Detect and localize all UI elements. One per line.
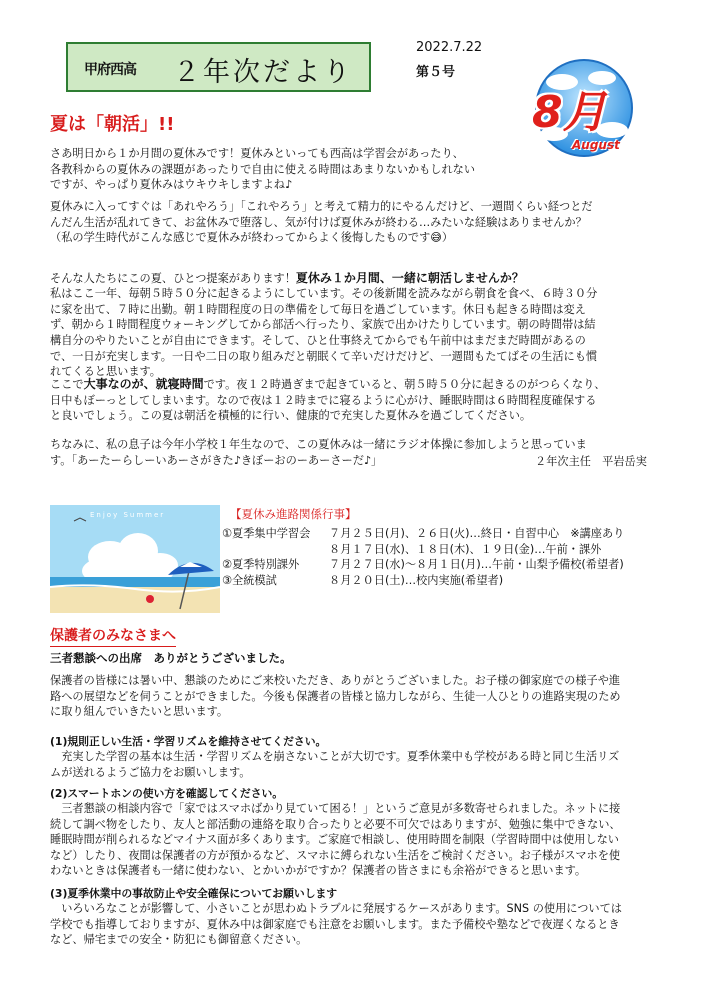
- section-2-heading: (2)スマートホンの使い方を確認してください。: [50, 787, 284, 800]
- beach-scene: [50, 505, 220, 613]
- issue-number: 第５号: [416, 65, 456, 80]
- intro-paragraph-3: [50, 255, 660, 395]
- parents-paragraph: 保護者の皆様には暑い中、懇談のためにご来校いただき、ありがとうございました。お子様の御家庭での様子や進 路への展望などを伺うことができました。今後も保護者の皆様と協力しながら、生徒一人ひとりの進路実現のため に取り組んでいきたいと思います。: [50, 674, 621, 719]
- sleep-highlight: 大事なのが、就寝時間: [83, 377, 204, 391]
- proposal-highlight: 夏休み１か月間、一緒に朝活しませんか？: [295, 270, 524, 285]
- parents-subheading: 三者懇談への出席 ありがとうございました。: [50, 651, 292, 665]
- event-1-line2: ８月１７日(水)、１８日(木)、１９日(金)…午前・課外: [329, 543, 602, 556]
- title-box: [66, 42, 371, 92]
- badge-sub: August: [572, 138, 620, 152]
- section-3-body: いろいろなことが影響して、小さいことが思わぬトラブルに発展するケースがあります。SNS の使用については 学校でも指導しておりますが、夏休み中は御家庭でも注意をお願いします。また予備校や塾などで夜遅くなるとき など、帰宅までの安全・防犯にも御留意ください。: [50, 902, 622, 947]
- beach-caption: Enjoy Summer: [90, 511, 166, 519]
- event-1-line1: ７月２５日(月)、２６日(火)…終日・自習中心 ※講座あり: [329, 527, 625, 540]
- proposal-body: 私はここ一年、毎朝５時５０分に起きるようにしています。その後新聞を読みながら朝食を食べ、６時３０分 に家を出て、７時に出勤。朝１時間程度の日の準備をして毎日を過ごしています。休日も起きる時間は変え ず、朝から１時間程度ウォーキングしてから部活へ行ったり、家族で出かけたりしています。朝の時間帯は結 構自分のやりたいことが自由にできます。そして、ひと仕事終えてからでも午前中はまだまだ時間があるの で、一日が充実します。一日や二日の取り組みだと朝眠くて辛いだけだけど、一週間もたてばその生活にも慣 れてくると思います。: [50, 287, 598, 379]
- issue-date: 2022.7.22: [416, 40, 483, 55]
- section-1-heading: (1)規則正しい生活・学習リズムを維持させてください。: [50, 735, 327, 748]
- intro-paragraph-4: [50, 377, 660, 424]
- badge-month: 8月: [532, 87, 607, 138]
- event-3-name: ③全統模試: [222, 574, 277, 587]
- event-3-line1: ８月２０日(土)…校内実施(希望者): [329, 574, 504, 587]
- proposal-lead: そんな人たちにこの夏、ひとつ提案があります！: [50, 271, 296, 285]
- sleep-lead: ここで: [50, 378, 84, 391]
- signature: ２年次主任 平岩岳実: [535, 455, 647, 468]
- events-title: 【夏休み進路関係行事】: [230, 507, 357, 521]
- section-3-heading: (3)夏季休業中の事故防止や安全確保についてお願いします: [50, 887, 338, 900]
- august-badge: [524, 58, 642, 158]
- intro-paragraph-1: さあ明日から１か月間の夏休みです！夏休みといっても西高は学習会があったり、 各教科からの夏休みの課題があったりで自由に使える時間はあまりないかもしれない ですが、やっぱり夏休みはウキウキしますよね♪: [50, 147, 476, 192]
- intro-heading: 夏は「朝活」!!: [50, 114, 175, 135]
- newsletter-title: ２年次だより: [173, 57, 353, 88]
- sleep-body: です。夜１２時過ぎまで起きていると、朝５時５０分に起きるのがつらくなり、 日中もぼーっとしてしまいます。なので夜は１２時までに寝るように心がけ、睡眠時間は６時間程度確保する と良いでしょう。この夏は朝活を積極的に行い、健康的で充実した夏休みを過ごしてください。: [50, 378, 606, 423]
- section-2-body: 三者懇談の相談内容で「家ではスマホばかり見ていて困る！」というご意見が多数寄せられました。ネットに接 続して調べ物をしたり、友人と部活動の連絡を取り合ったりと必要不可欠ではありますが、勉強に集中できない、 睡眠時間が削られるなどマイナス面が多くあります。ご家庭で相談し、使用時間を制限（学習時間中は使用しない など）したり、夜間は保護者の方が預かるなど、スマホに縛られない生活をご検討ください。お子様がスマホを使 わないときは保護者も一緒に使わない、とかいかがですか？保護者の皆さまにも余裕ができると思います。: [50, 802, 621, 878]
- school-name: 甲府西高: [84, 62, 136, 78]
- parents-heading: 保護者のみなさまへ: [50, 625, 176, 647]
- event-2-name: ②夏季特別課外: [222, 558, 300, 571]
- intro-paragraph-2: 夏休みに入ってすぐは「あれやろう」「これやろう」と考えて精力的にやるんだけど、一週間くらい経つとだ んだん生活が乱れてきて、お盆休みで堕落し、気が付けば夏休みが終わる…みたいな経験はありませんか？ （私の学生時代がこんな感じで夏休みが終わってからよく後悔したものです😅）: [50, 200, 593, 245]
- section-1-body: 充実した学習の基本は生活・学習リズムを崩さないことが大切です。夏季休業中も学校がある時と同じ生活リズ ムが送れるようご協力をお願いします。: [50, 750, 620, 779]
- event-2-line1: ７月２７日(水)〜８月１日(月)…午前・山梨予備校(希望者): [329, 558, 624, 571]
- intro-paragraph-5: ちなみに、私の息子は今年小学校１年生なので、この夏休みは一緒にラジオ体操に参加しようと思っていま す。「あーたーらしーいあーさがきた♪きぼーおのーあーさーだ♪」: [50, 438, 587, 467]
- event-1-name: ①夏季集中学習会: [222, 527, 311, 540]
- beach-illustration: [50, 505, 220, 613]
